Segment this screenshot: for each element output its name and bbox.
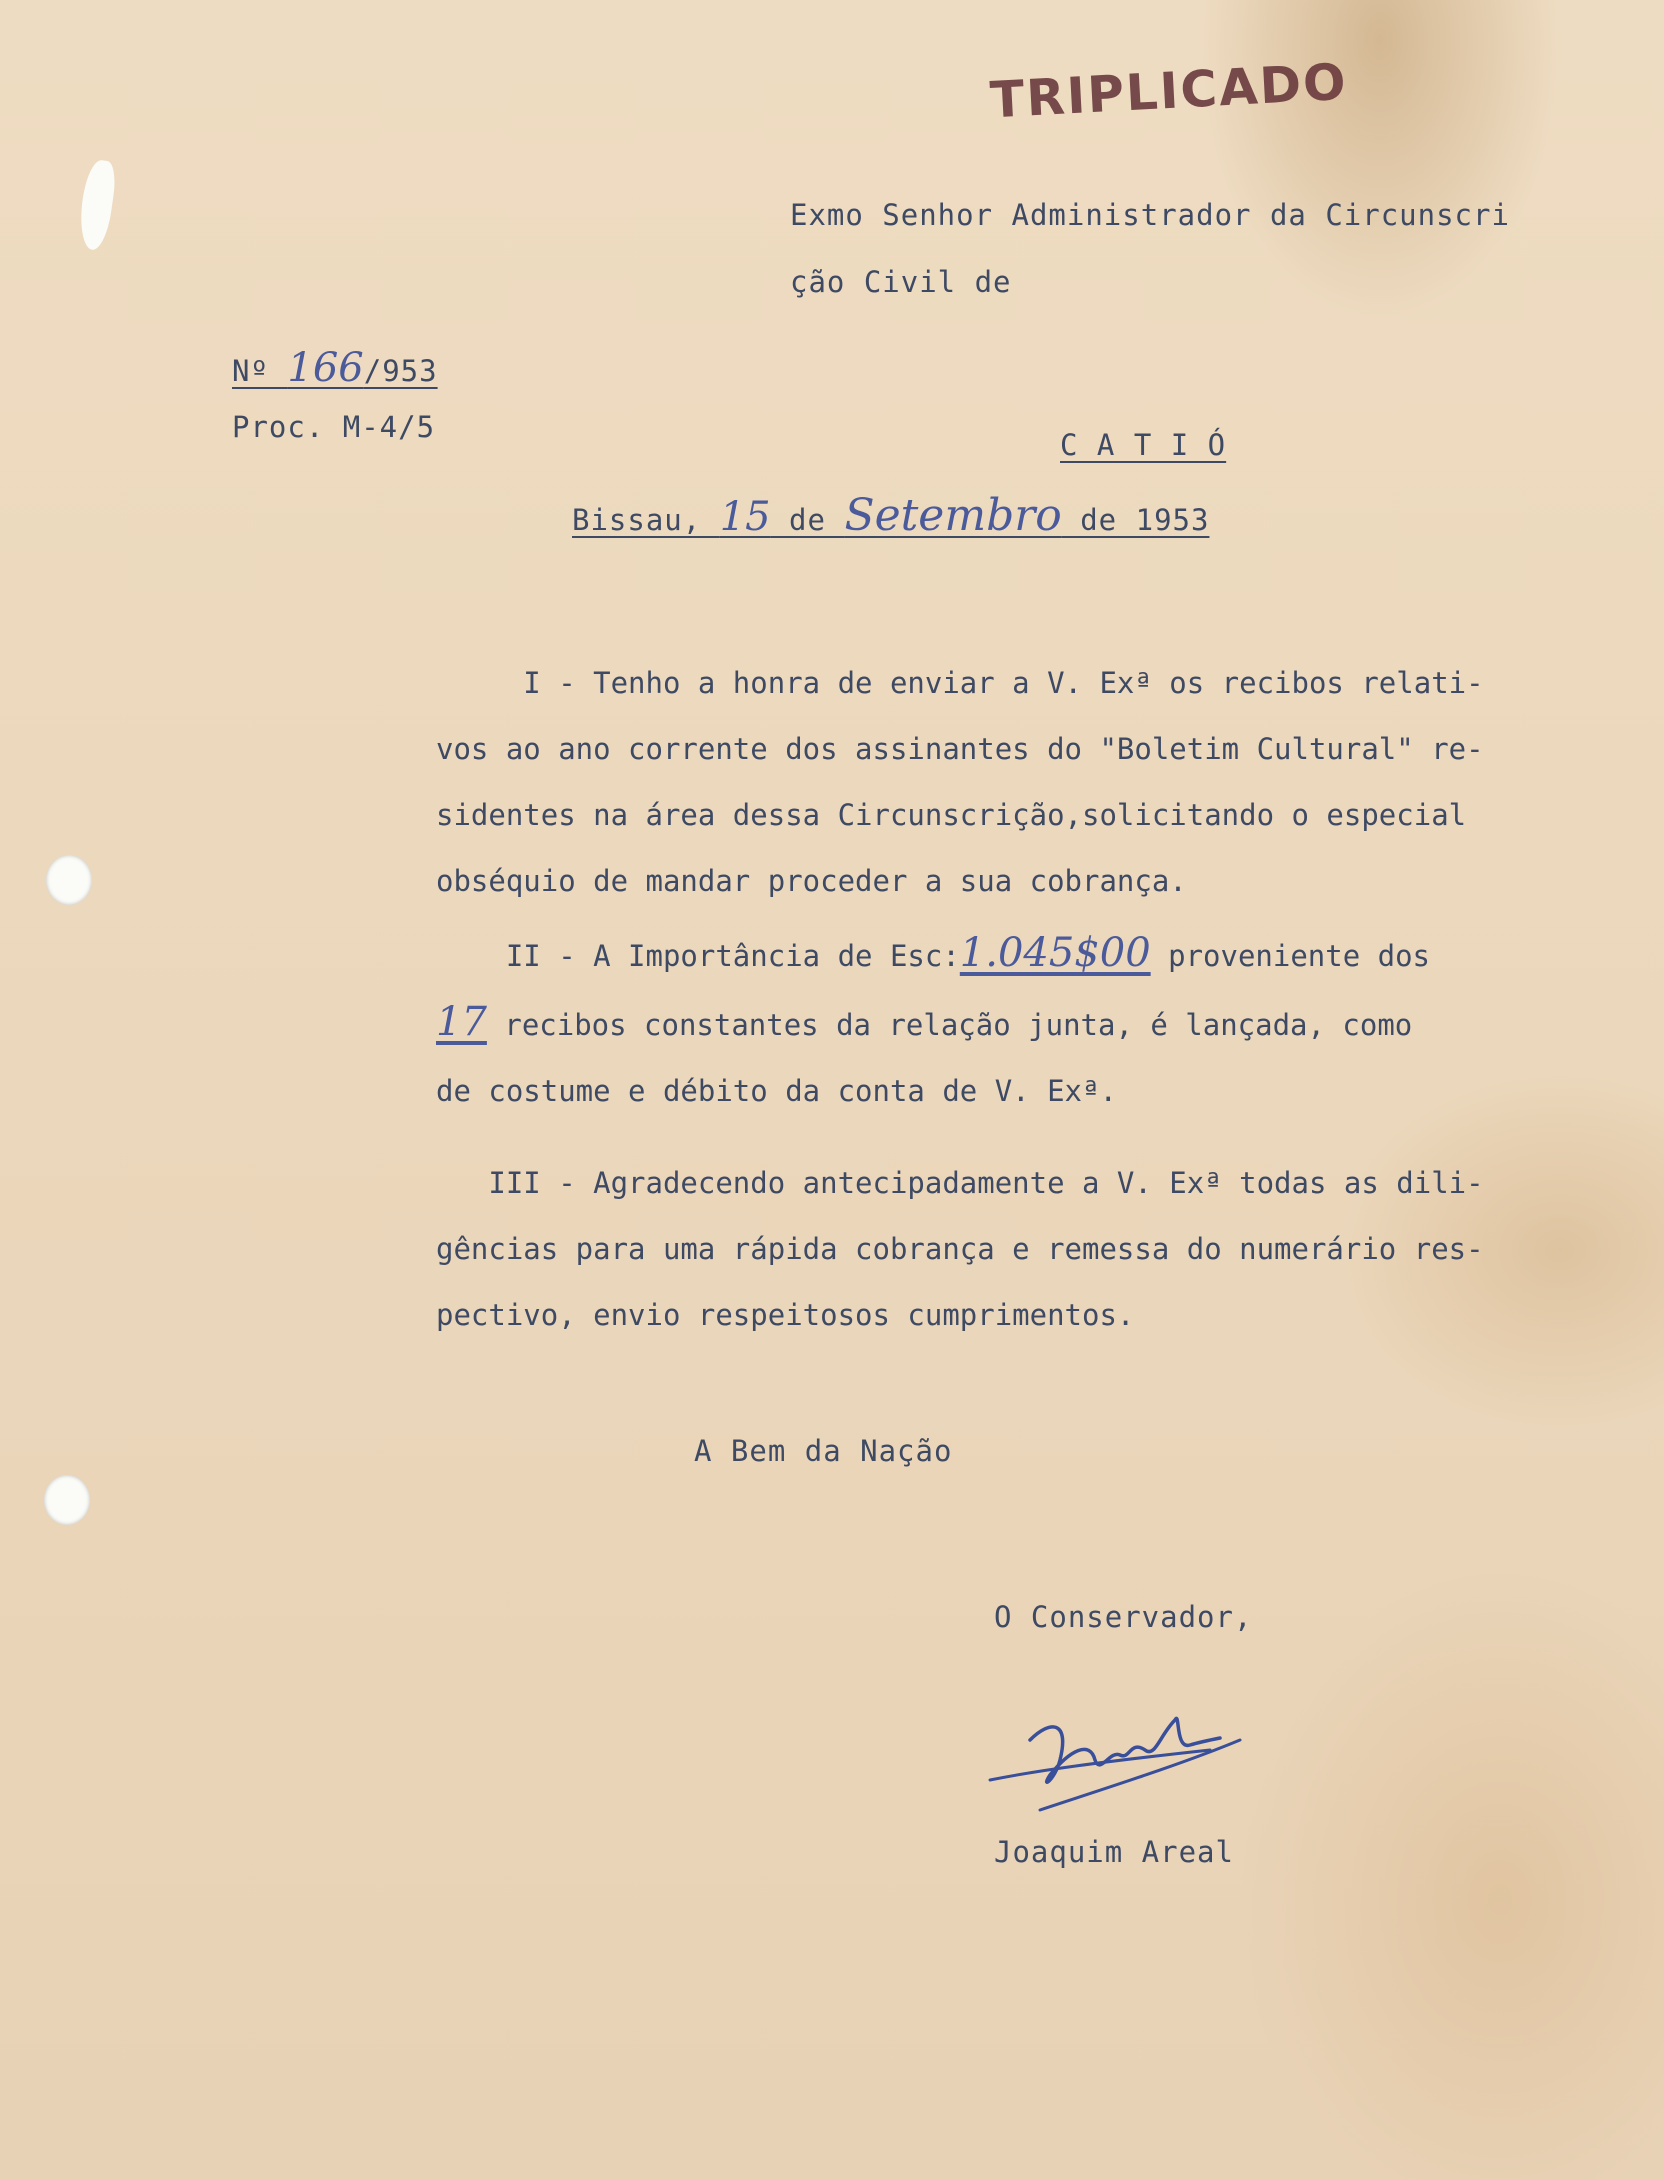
date-city: Bissau, (572, 503, 720, 537)
amount-hand: 1.045$00 (959, 930, 1151, 976)
date-month: Setembro (844, 490, 1062, 541)
date-day: 15 (719, 494, 771, 540)
receipt-count-post: recibos constantes da relação junta, é lançada, como (486, 1008, 1413, 1042)
receipt-count-hand: 17 (436, 999, 487, 1045)
paper-tear (76, 158, 118, 251)
paragraph-2 (436, 920, 1636, 1124)
paragraph-1-line: vos ao ano corrente dos assinantes do "Boletim Cultural" re- (436, 732, 1484, 766)
paragraph-1-line: I - Tenho a honra de enviar a V. Exª os recibos relati- (436, 666, 1484, 700)
paragraph-3-line: III - Agradecendo antecipadamente a V. Exª todas as dili- (436, 1166, 1484, 1200)
recipient-line-1: Exmo Senhor Administrador da Circunscri (790, 198, 1510, 232)
paragraph-2-line-2 (436, 989, 1636, 1058)
paragraph-1-line: sidentes na área dessa Circunscrição,solicitando o especial (436, 798, 1467, 832)
paragraph-1 (436, 650, 1636, 914)
closing-salutation: A Bem da Nação (694, 1434, 953, 1468)
paragraph-3-line: pectivo, envio respeitosos cumprimentos. (436, 1298, 1135, 1332)
signatory-name: Joaquim Areal (994, 1835, 1234, 1869)
paragraph-2-line-3: de costume e débito da conta de V. Exª. (436, 1074, 1117, 1108)
date-year: de 1953 (1061, 503, 1210, 537)
signatory-title: O Conservador, (994, 1600, 1253, 1634)
triplicado-stamp: TRIPLICADO (988, 52, 1350, 130)
reference-suffix: /953 (363, 354, 438, 388)
amount-post: proveniente dos (1150, 939, 1431, 973)
paragraph-2-line-1 (436, 920, 1636, 989)
paragraph-3-line: gências para uma rápida cobrança e remessa do numerário res- (436, 1232, 1484, 1266)
punch-hole-top (46, 855, 92, 905)
recipient-line-2: ção Civil de (790, 265, 1012, 299)
recipient-place: C A T I Ó (1060, 428, 1227, 462)
reference-prefix: Nº (232, 354, 288, 388)
reference-number (232, 345, 438, 391)
date-de-1: de (770, 503, 845, 537)
paragraph-1-line: obséquio de mandar proceder a sua cobrança. (436, 864, 1187, 898)
amount-label: II - A Importância de Esc: (436, 939, 960, 973)
paragraph-3 (436, 1150, 1636, 1348)
dateline (572, 490, 1209, 541)
process-reference: Proc. M-4/5 (232, 410, 436, 444)
handwritten-signature (980, 1680, 1280, 1820)
reference-number-hand: 166 (287, 345, 364, 391)
punch-hole-bottom (44, 1475, 90, 1525)
